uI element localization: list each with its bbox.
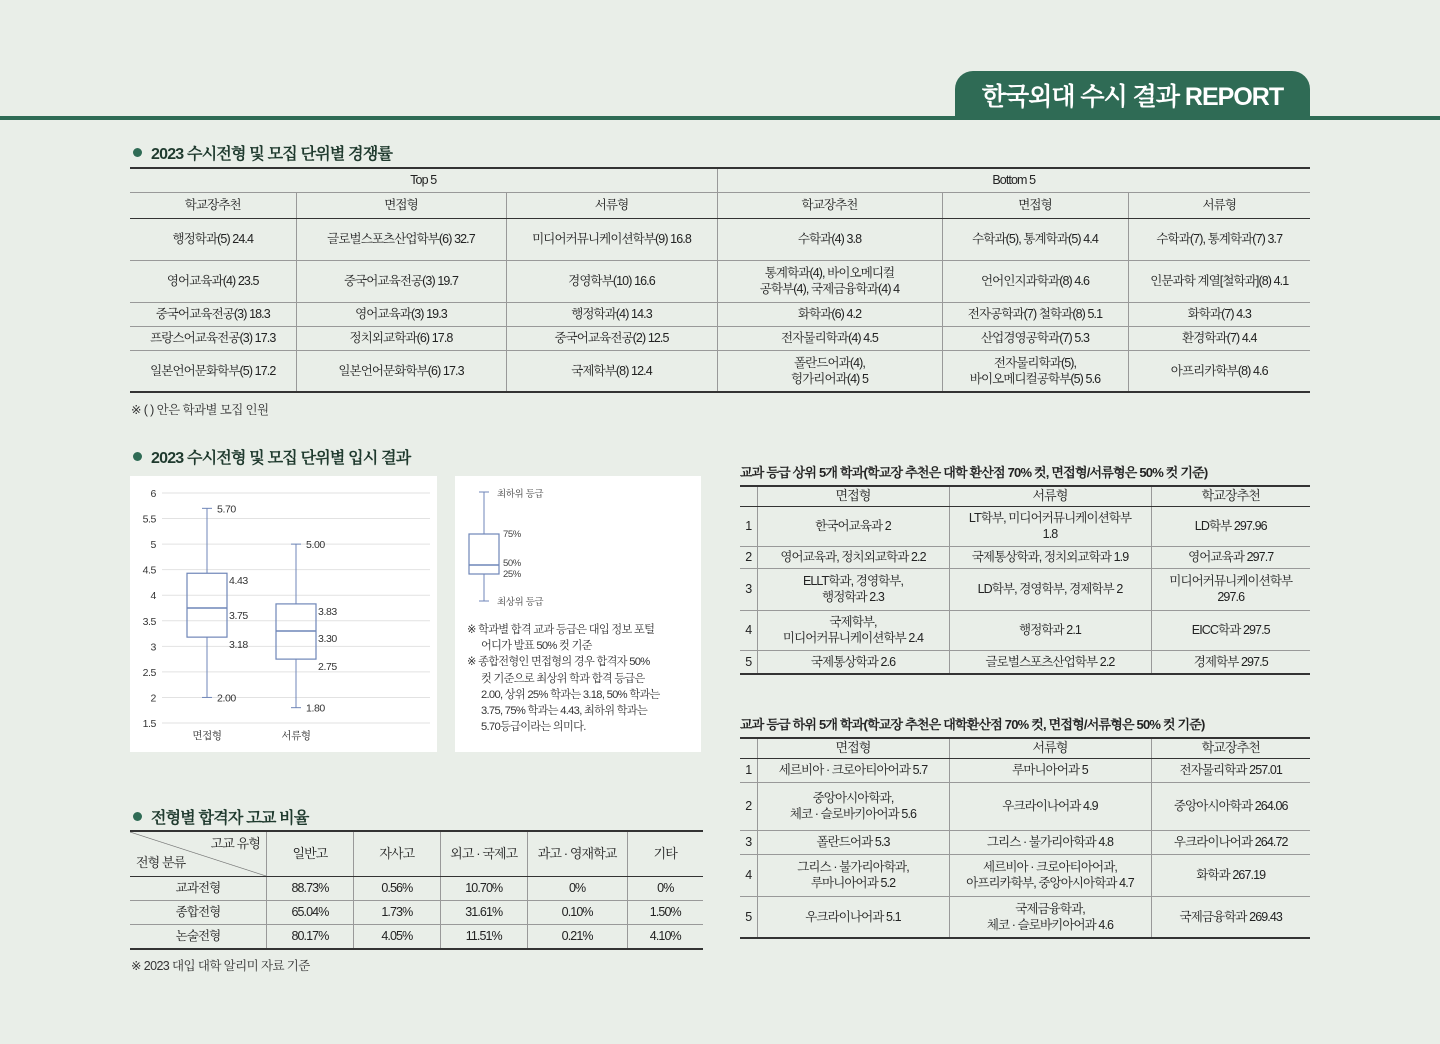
table-cell: 화학과 267.19 bbox=[1151, 854, 1310, 896]
table-cell: 0% bbox=[627, 877, 703, 901]
table-cell: 통계학과(4), 바이오메디컬 공학부(4), 국제금융학과(4) 4 bbox=[717, 260, 942, 302]
table-cell: 영어교육과 297.7 bbox=[1151, 546, 1310, 568]
table-cell: 영어교육과(4) 23.5 bbox=[130, 260, 296, 302]
legend-label-50: 50% bbox=[503, 558, 521, 569]
rank-cell: 5 bbox=[740, 650, 757, 674]
table-cell: 국제금융학과 269.43 bbox=[1151, 896, 1310, 938]
table-cell: 한국어교육과 2 bbox=[757, 506, 949, 546]
table-row bbox=[740, 506, 1310, 546]
table-cell: 31.61% bbox=[440, 901, 527, 925]
data-label: 2.75 bbox=[318, 661, 337, 674]
table-row bbox=[740, 830, 1310, 854]
table-cell: 영어교육과, 정치외교학과 2.2 bbox=[757, 546, 949, 568]
table-cell: 그리스 · 불가리아학과, 루마니아어과 5.2 bbox=[757, 854, 949, 896]
column-header bbox=[740, 738, 757, 758]
column-header: 면접형 bbox=[296, 192, 506, 218]
table-cell: 중앙아시아학과 264.06 bbox=[1151, 782, 1310, 830]
y-tick-label: 5.5 bbox=[142, 513, 156, 526]
table-cell: 루마니아어과 5 bbox=[949, 758, 1151, 782]
table-cell: 65.04% bbox=[267, 901, 354, 925]
table-cell: 미디어커뮤니케이션학부(9) 16.8 bbox=[506, 218, 717, 260]
bullet-dot-icon bbox=[133, 148, 142, 157]
table-cell: 인문과학 계열[철학과](8) 4.1 bbox=[1128, 260, 1310, 302]
table-cell: 4.10% bbox=[627, 925, 703, 949]
group-header-top5: Top 5 bbox=[130, 168, 717, 192]
corner-label-admission-type: 전형 분류 bbox=[136, 855, 186, 871]
y-tick-label: 4 bbox=[150, 590, 156, 603]
legend-panel bbox=[455, 476, 701, 752]
table-cell: 1.73% bbox=[353, 901, 440, 925]
table-cell: 중앙아시아학과, 체코 · 슬로바키아어과 5.6 bbox=[757, 782, 949, 830]
table-cell: LD학부, 경영학부, 경제학부 2 bbox=[949, 568, 1151, 610]
column-header: 서류형 bbox=[506, 192, 717, 218]
bottom5-grade-table bbox=[740, 737, 1310, 939]
bottom5-title: 교과 등급 하위 5개 학과(학교장 추천은 대학환산점 70% 컷, 면접형/서류형은 50% 컷 기준) bbox=[740, 717, 1205, 732]
section-title-text: 전형별 합격자 고교 비율 bbox=[151, 810, 309, 827]
table-cell: 10.70% bbox=[440, 877, 527, 901]
table-cell: 글로벌스포츠산업학부(6) 32.7 bbox=[296, 218, 506, 260]
table-cell: 국제금융학과, 체코 · 슬로바키아어과 4.6 bbox=[949, 896, 1151, 938]
column-header: 서류형 bbox=[949, 486, 1151, 506]
boxplot-panel bbox=[130, 476, 437, 752]
table-cell: 세르비아 · 크로아티아어과 5.7 bbox=[757, 758, 949, 782]
table-row bbox=[740, 854, 1310, 896]
bullet-dot-icon bbox=[133, 452, 142, 461]
table-cell: 우크라이나어과 264.72 bbox=[1151, 830, 1310, 854]
section-title-text: 2023 수시전형 및 모집 단위별 입시 결과 bbox=[151, 450, 411, 467]
table-cell: 환경학과(7) 4.4 bbox=[1128, 326, 1310, 350]
table-cell: 폴란드어과(4), 헝가리어과(4) 5 bbox=[717, 350, 942, 392]
table-cell: 글로벌스포츠산업학부 2.2 bbox=[949, 650, 1151, 674]
table-cell: 국제통상학과 2.6 bbox=[757, 650, 949, 674]
table-cell: 전자물리학과(4) 4.5 bbox=[717, 326, 942, 350]
table-cell: 경제학부 297.5 bbox=[1151, 650, 1310, 674]
table-cell: 언어인지과학과(8) 4.6 bbox=[942, 260, 1128, 302]
boxplot-chart bbox=[130, 476, 437, 752]
table-cell: ELLT학과, 경영학부, 행정학과 2.3 bbox=[757, 568, 949, 610]
column-header: 서류형 bbox=[1128, 192, 1310, 218]
row-label: 교과전형 bbox=[130, 877, 267, 901]
table-cell: 11.51% bbox=[440, 925, 527, 949]
table-row bbox=[130, 350, 1310, 392]
table-cell: 영어교육과(3) 19.3 bbox=[296, 302, 506, 326]
column-header: 학교장추천 bbox=[1151, 738, 1310, 758]
y-tick-label: 2 bbox=[150, 692, 156, 705]
table-cell: 0.56% bbox=[353, 877, 440, 901]
table-cell: 일본언어문화학부(6) 17.3 bbox=[296, 350, 506, 392]
top5-grade-table bbox=[740, 485, 1310, 675]
table-cell: 일본언어문화학부(5) 17.2 bbox=[130, 350, 296, 392]
legend-label-25: 25% bbox=[503, 569, 521, 580]
y-tick-label: 3.5 bbox=[142, 615, 156, 628]
column-header: 면접형 bbox=[757, 486, 949, 506]
column-header: 면접형 bbox=[942, 192, 1128, 218]
corner-label-school-type: 고교 유형 bbox=[210, 836, 260, 851]
table-row bbox=[130, 260, 1310, 302]
table-cell: 화학과(6) 4.2 bbox=[717, 302, 942, 326]
table-cell: 국제학부(8) 12.4 bbox=[506, 350, 717, 392]
legend-label-75: 75% bbox=[503, 529, 521, 540]
column-header: 학교장추천 bbox=[130, 192, 296, 218]
table-cell: 중국어교육전공(2) 12.5 bbox=[506, 326, 717, 350]
category-label: 서류형 bbox=[281, 730, 311, 742]
table-cell: 행정학과(4) 14.3 bbox=[506, 302, 717, 326]
table-row bbox=[740, 758, 1310, 782]
column-header: 면접형 bbox=[757, 738, 949, 758]
rank-cell: 1 bbox=[740, 758, 757, 782]
table-row bbox=[740, 896, 1310, 938]
table-cell: 중국어교육전공(3) 18.3 bbox=[130, 302, 296, 326]
column-header: 기타 bbox=[627, 831, 703, 877]
table-cell: 국제통상학과, 정치외교학과 1.9 bbox=[949, 546, 1151, 568]
table-cell: 아프리카학부(8) 4.6 bbox=[1128, 350, 1310, 392]
y-tick-label: 5 bbox=[150, 539, 156, 552]
data-label: 5.70 bbox=[217, 503, 236, 516]
table-cell: 행정학과 2.1 bbox=[949, 610, 1151, 650]
table-cell: 수학과(5), 통계학과(5) 4.4 bbox=[942, 218, 1128, 260]
rank-cell: 3 bbox=[740, 568, 757, 610]
y-tick-label: 2.5 bbox=[142, 666, 156, 679]
rank-cell: 1 bbox=[740, 506, 757, 546]
box-iqr bbox=[187, 573, 227, 637]
table-cell: 경영학부(10) 16.6 bbox=[506, 260, 717, 302]
table-cell: 전자물리학과(5), 바이오메디컬공학부(5) 5.6 bbox=[942, 350, 1128, 392]
legend-label-top: 최하위 등급 bbox=[497, 489, 544, 500]
table-cell: 행정학과(5) 24.4 bbox=[130, 218, 296, 260]
section-title-text: 2023 수시전형 및 모집 단위별 경쟁률 bbox=[151, 146, 393, 163]
rank-cell: 4 bbox=[740, 610, 757, 650]
data-label: 3.83 bbox=[318, 605, 337, 618]
section-title-competition bbox=[133, 141, 392, 164]
table-row bbox=[130, 877, 703, 901]
table-cell: 미디어커뮤니케이션학부 297.6 bbox=[1151, 568, 1310, 610]
header-divider bbox=[0, 116, 1440, 120]
data-label: 3.30 bbox=[318, 633, 337, 645]
y-tick-label: 6 bbox=[150, 488, 156, 500]
highschool-note: ※ 2023 대입 대학 알리미 자료 기준 bbox=[131, 959, 310, 973]
table-cell: 88.73% bbox=[267, 877, 354, 901]
table-cell: 전자물리학과 257.01 bbox=[1151, 758, 1310, 782]
table-cell: 정치외교학과(6) 17.8 bbox=[296, 326, 506, 350]
boxplot-legend bbox=[455, 476, 701, 616]
top5-title: 교과 등급 상위 5개 학과(학교장 추천은 대학 환산점 70% 컷, 면접형/서류형은 50% 컷 기준) bbox=[740, 465, 1208, 480]
table-cell: EICC학과 297.5 bbox=[1151, 610, 1310, 650]
table-row bbox=[130, 901, 703, 925]
table-cell: LT학부, 미디어커뮤니케이션학부 1.8 bbox=[949, 506, 1151, 546]
table-cell: 4.05% bbox=[353, 925, 440, 949]
column-header: 외고 · 국제고 bbox=[440, 831, 527, 877]
legend-note: ※ 종합전형인 면접형의 경우 합격자 50% 컷 기준으로 최상위 학과 합격 등급은 2.00, 상위 25% 학과는 3.18, 50% 학과는 3.75, 75% 학과는 4.43, 최하위 학과는 5.70등급이라는 의미다. bbox=[467, 656, 660, 734]
table-cell: 화학과(7) 4.3 bbox=[1128, 302, 1310, 326]
table-cell: 0.10% bbox=[527, 901, 627, 925]
table-cell: 0% bbox=[527, 877, 627, 901]
y-tick-label: 1.5 bbox=[142, 718, 156, 730]
y-tick-label: 3 bbox=[150, 641, 156, 654]
rank-cell: 2 bbox=[740, 546, 757, 568]
column-header: 학교장추천 bbox=[1151, 486, 1310, 506]
rank-cell: 5 bbox=[740, 896, 757, 938]
column-header: 일반고 bbox=[267, 831, 354, 877]
table-row bbox=[130, 326, 1310, 350]
highschool-ratio-table bbox=[130, 830, 703, 950]
table-cell: 산업경영공학과(7) 5.3 bbox=[942, 326, 1128, 350]
data-label: 4.43 bbox=[229, 575, 248, 588]
column-header: 서류형 bbox=[949, 738, 1151, 758]
data-label: 2.00 bbox=[217, 692, 236, 705]
column-header: 학교장추천 bbox=[717, 192, 942, 218]
section-title-results bbox=[133, 445, 410, 468]
y-tick-label: 4.5 bbox=[142, 564, 156, 577]
bullet-dot-icon bbox=[133, 812, 142, 821]
table-row bbox=[740, 782, 1310, 830]
rank-cell: 3 bbox=[740, 830, 757, 854]
legend-notes bbox=[467, 622, 695, 736]
legend-label-bottom: 최상위 등급 bbox=[497, 597, 544, 608]
table-cell: 폴란드어과 5.3 bbox=[757, 830, 949, 854]
data-label: 1.80 bbox=[306, 702, 325, 715]
competition-table bbox=[130, 167, 1310, 393]
table-row bbox=[740, 568, 1310, 610]
table-row bbox=[740, 546, 1310, 568]
row-label: 논술전형 bbox=[130, 925, 267, 949]
table-cell: 그리스 · 불가리아학과 4.8 bbox=[949, 830, 1151, 854]
report-title: 한국외대 수시 결과 REPORT bbox=[955, 71, 1310, 118]
table-cell: 세르비아 · 크로아티아어과, 아프리카학부, 중앙아시아학과 4.7 bbox=[949, 854, 1151, 896]
table-cell: 수학과(7), 통계학과(7) 3.7 bbox=[1128, 218, 1310, 260]
table-cell: 중국어교육전공(3) 19.7 bbox=[296, 260, 506, 302]
row-label: 종합전형 bbox=[130, 901, 267, 925]
table-cell: 국제학부, 미디어커뮤니케이션학부 2.4 bbox=[757, 610, 949, 650]
data-label: 5.00 bbox=[306, 539, 325, 552]
column-header: 자사고 bbox=[353, 831, 440, 877]
category-label: 면접형 bbox=[192, 730, 222, 742]
column-header: 과고 · 영재학교 bbox=[527, 831, 627, 877]
table-row bbox=[130, 218, 1310, 260]
table-row bbox=[130, 925, 703, 949]
data-label: 3.18 bbox=[229, 639, 248, 652]
column-header bbox=[740, 486, 757, 506]
table-row bbox=[740, 610, 1310, 650]
group-header-bottom5: Bottom 5 bbox=[717, 168, 1310, 192]
table-row bbox=[130, 302, 1310, 326]
legend-note: ※ 학과별 합격 교과 등급은 대입 정보 포털 어디가 발표 50% 컷 기준 bbox=[467, 624, 655, 653]
table-cell: 수학과(4) 3.8 bbox=[717, 218, 942, 260]
table-cell: 0.21% bbox=[527, 925, 627, 949]
rank-cell: 4 bbox=[740, 854, 757, 896]
competition-note: ※ ( ) 안은 학과별 모집 인원 bbox=[131, 403, 269, 417]
table-cell: 1.50% bbox=[627, 901, 703, 925]
table-cell: 프랑스어교육전공(3) 17.3 bbox=[130, 326, 296, 350]
section-title-highschool bbox=[133, 805, 309, 828]
rank-cell: 2 bbox=[740, 782, 757, 830]
table-cell: LD학부 297.96 bbox=[1151, 506, 1310, 546]
table-cell: 우크라이나어과 4.9 bbox=[949, 782, 1151, 830]
data-label: 3.75 bbox=[229, 610, 248, 622]
table-row bbox=[740, 650, 1310, 674]
diagonal-header-cell bbox=[130, 831, 267, 877]
table-cell: 우크라이나어과 5.1 bbox=[757, 896, 949, 938]
table-cell: 80.17% bbox=[267, 925, 354, 949]
table-cell: 전자공학과(7) 철학과(8) 5.1 bbox=[942, 302, 1128, 326]
